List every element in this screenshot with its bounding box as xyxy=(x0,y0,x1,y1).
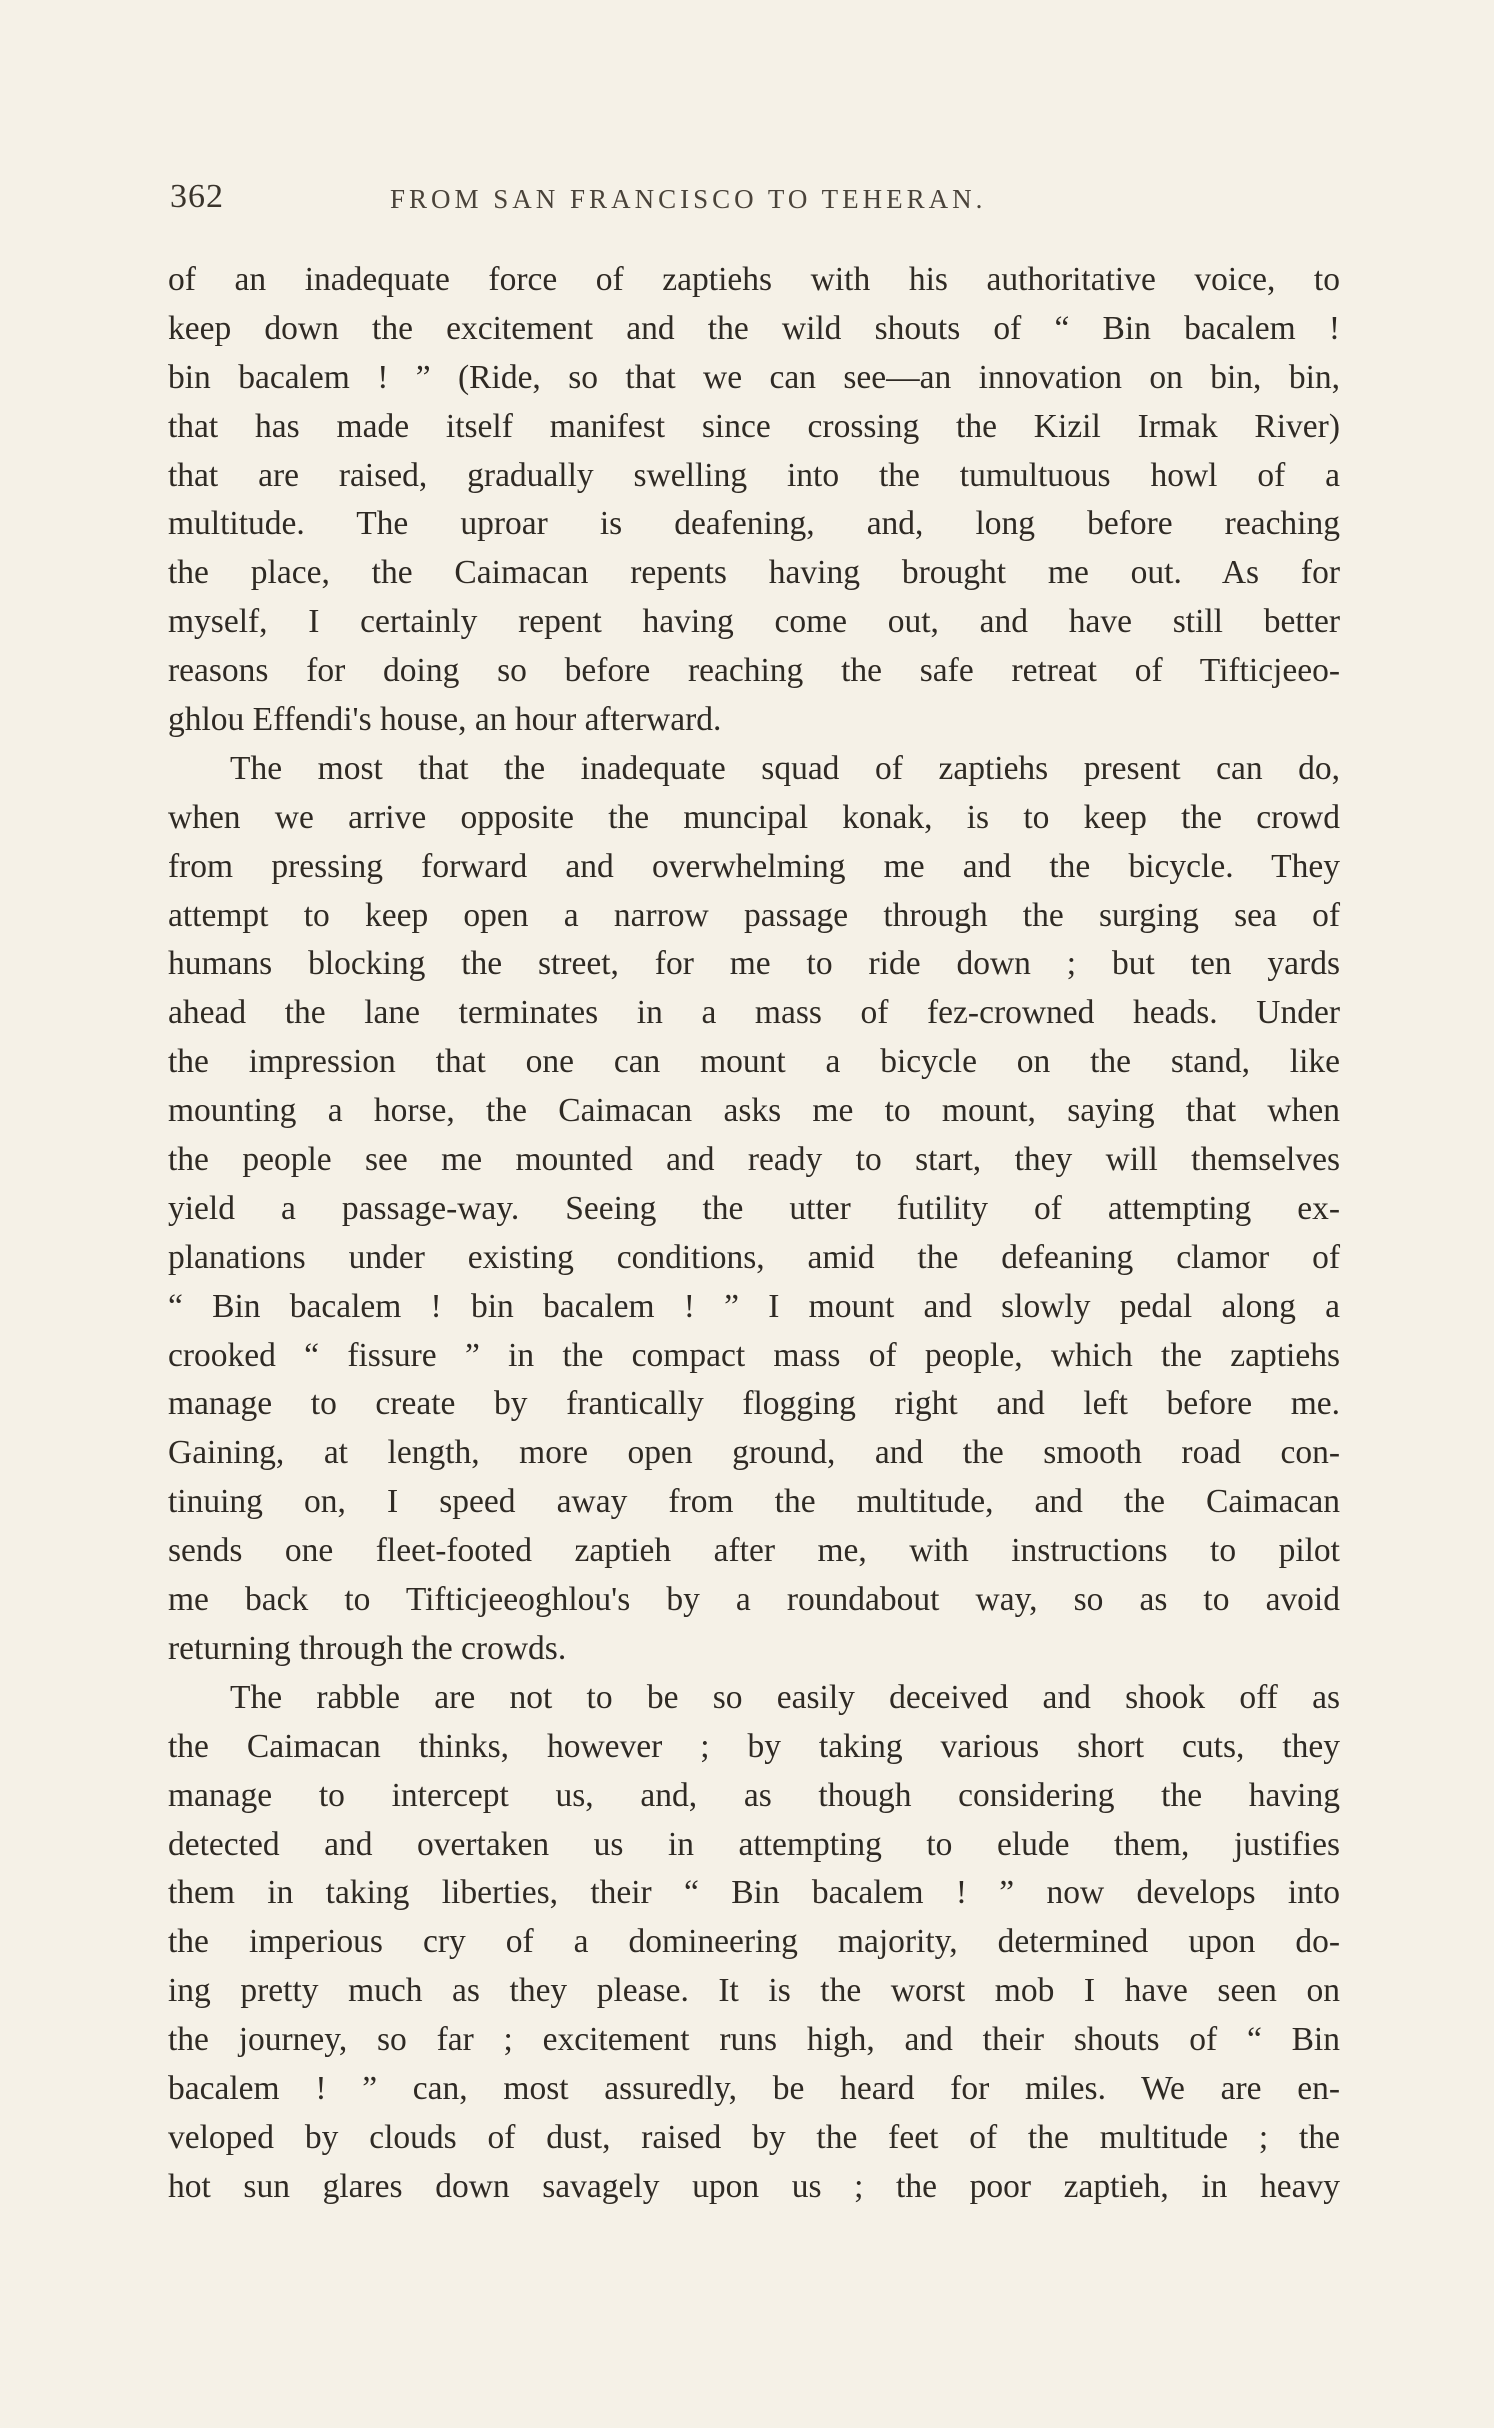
text-line: tinuing on, I speed away from the multitude, and the Caimacan xyxy=(168,1483,1340,1521)
text-line: keep down the excitement and the wild shouts of “ Bin bacalem ! xyxy=(168,309,1340,347)
text-line: when we arrive opposite the muncipal konak, is to keep the crowd xyxy=(168,798,1340,836)
text-line: me back to Tifticjeeoghlou's by a roundabout way, so as to avoid xyxy=(168,1581,1340,1619)
text-line: returning through the crowds. xyxy=(168,1629,567,1667)
text-line: ahead the lane terminates in a mass of fez-crowned heads. Under xyxy=(168,994,1340,1032)
text-line: yield a passage-way. Seeing the utter futility of attempting ex- xyxy=(168,1189,1340,1227)
text-line: Gaining, at length, more open ground, and the smooth road con- xyxy=(168,1434,1340,1472)
page-number: 362 xyxy=(170,178,224,215)
text-line: mounting a horse, the Caimacan asks me to mount, saying that when xyxy=(168,1092,1340,1130)
text-line: the people see me mounted and ready to start, they will themselves xyxy=(168,1141,1340,1179)
text-line: veloped by clouds of dust, raised by the feet of the multitude ; the xyxy=(168,2118,1340,2156)
text-line: that are raised, gradually swelling into the tumultuous howl of a xyxy=(168,456,1340,494)
text-line: detected and overtaken us in attempting to elude them, justifies xyxy=(168,1825,1340,1863)
text-line: hot sun glares down savagely upon us ; the poor zaptieh, in heavy xyxy=(168,2167,1340,2205)
text-line: The most that the inadequate squad of zaptiehs present can do, xyxy=(230,749,1340,787)
text-line: manage to intercept us, and, as though considering the having xyxy=(168,1776,1340,1814)
text-line: that has made itself manifest since crossing the Kizil Irmak River) xyxy=(168,407,1340,445)
text-line: ing pretty much as they please. It is the worst mob I have seen on xyxy=(168,1972,1340,2010)
text-line: sends one fleet-footed zaptieh after me, with instructions to pilot xyxy=(168,1532,1340,1570)
text-line: the place, the Caimacan repents having brought me out. As for xyxy=(168,554,1340,592)
text-line: from pressing forward and overwhelming me and the bicycle. They xyxy=(168,847,1340,885)
text-line: them in taking liberties, their “ Bin bacalem ! ” now develops into xyxy=(168,1874,1340,1912)
text-line: planations under existing conditions, amid the defeaning clamor of xyxy=(168,1238,1340,1276)
text-line: the imperious cry of a domineering majority, determined upon do- xyxy=(168,1923,1340,1961)
text-line: the impression that one can mount a bicycle on the stand, like xyxy=(168,1043,1340,1081)
text-line: crooked “ fissure ” in the compact mass of people, which the zaptiehs xyxy=(168,1336,1340,1374)
text-line: of an inadequate force of zaptiehs with his authoritative voice, to xyxy=(168,261,1340,298)
text-line: myself, I certainly repent having come out, and have still better xyxy=(168,603,1340,641)
text-line: reasons for doing so before reaching the safe retreat of Tifticjeeo- xyxy=(168,652,1340,690)
text-line: the journey, so far ; excitement runs high, and their shouts of “ Bin xyxy=(168,2021,1340,2059)
text-line: bin bacalem ! ” (Ride, so that we can see—an innovation on bin, bin, xyxy=(168,358,1340,396)
body-text xyxy=(168,256,1340,2212)
text-line: multitude. The uproar is deafening, and, long before reaching xyxy=(168,505,1340,543)
text-line: the Caimacan thinks, however ; by taking various short cuts, they xyxy=(168,1727,1340,1765)
text-line: attempt to keep open a narrow passage through the surging sea of xyxy=(168,896,1340,934)
text-line: The rabble are not to be so easily deceived and shook off as xyxy=(230,1678,1340,1716)
text-line: humans blocking the street, for me to ride down ; but ten yards xyxy=(168,945,1340,983)
text-line: bacalem ! ” can, most assuredly, be heard for miles. We are en- xyxy=(168,2069,1340,2107)
running-head: FROM SAN FRANCISCO TO TEHERAN. xyxy=(390,184,987,214)
text-line: manage to create by frantically flogging right and left before me. xyxy=(168,1385,1340,1423)
page-header xyxy=(170,178,1345,228)
text-line: ghlou Effendi's house, an hour afterward. xyxy=(168,701,722,739)
text-line: “ Bin bacalem ! bin bacalem ! ” I mount and slowly pedal along a xyxy=(168,1287,1340,1325)
